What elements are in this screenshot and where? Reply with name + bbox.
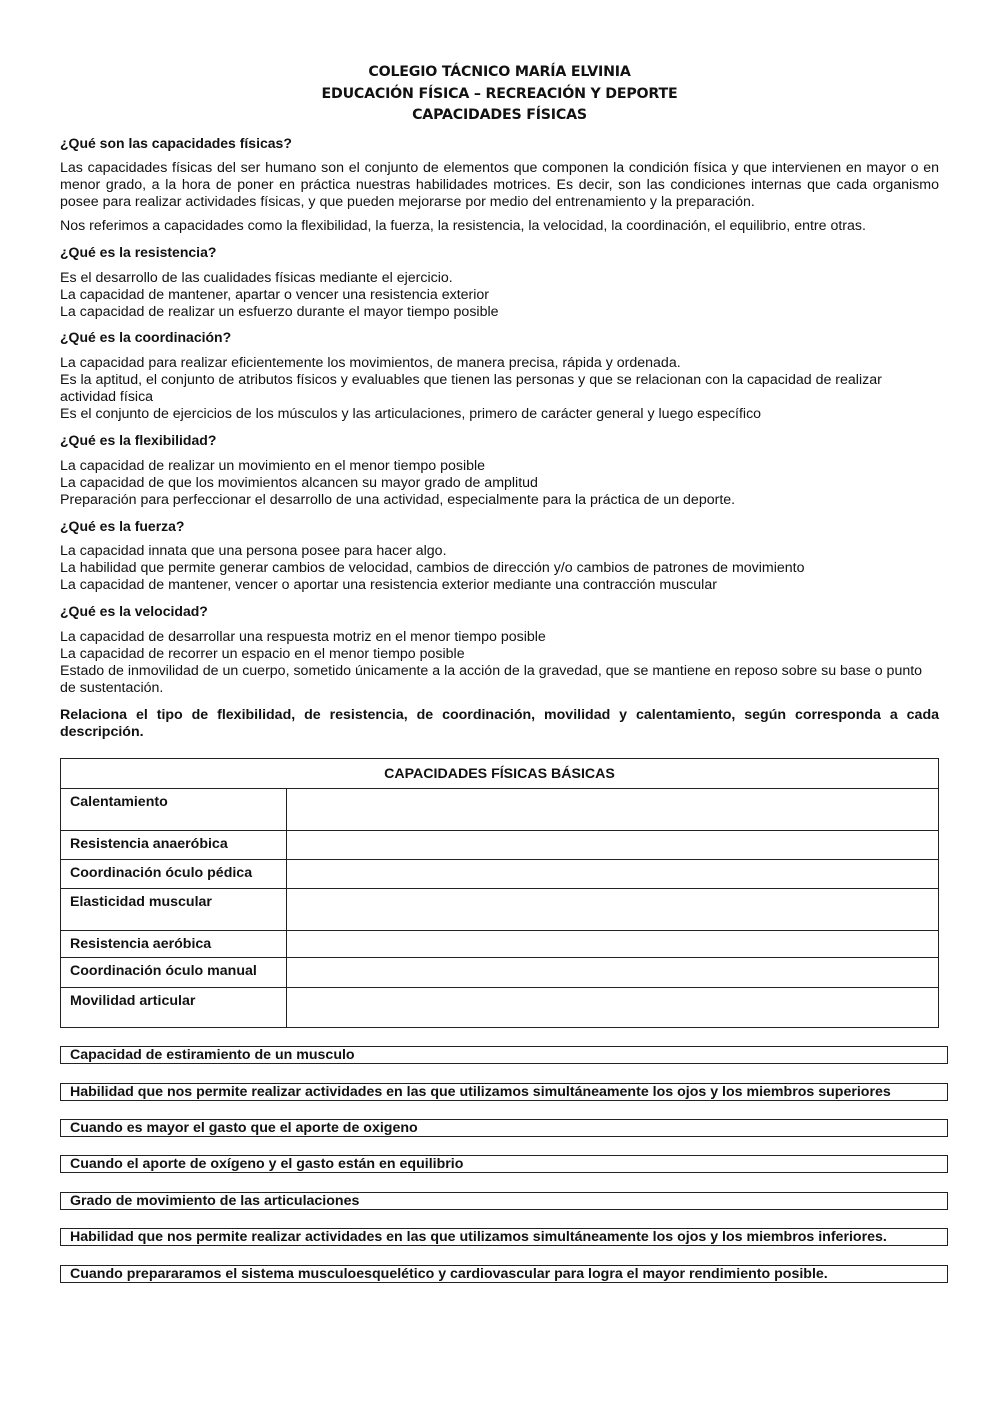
section-question: ¿Qué son las capacidades físicas? [60,134,292,151]
school-name: COLEGIO TÁCNICO MARÍA ELVINIA [368,64,631,80]
answer-cell[interactable] [287,831,939,860]
option-box[interactable]: Grado de movimiento de las articulaciones [60,1192,948,1210]
answer-cell[interactable] [287,860,939,889]
section-question: ¿Qué es la flexibilidad? [60,431,217,448]
option-box[interactable]: Habilidad que nos permite realizar actividades en las que utilizamos simultáneamente los ojos y los miembros superiores [60,1083,948,1101]
worksheet-page [60,62,939,742]
section-line: Es la aptitud, el conjunto de atributos físicos y evaluables que tienen las personas y que se relacionan con la capacidad de realizar actividad física [60,371,882,406]
capacity-name: Coordinación óculo manual [61,958,287,988]
document-header [60,62,939,127]
capacity-name: Coordinación óculo pédica [61,860,287,889]
table-row [61,889,939,931]
option-box[interactable]: Habilidad que nos permite realizar actividades en las que utilizamos simultáneamente los ojos y los miembros inferiores. [60,1228,948,1246]
option-box[interactable]: Cuando prepararamos el sistema musculoesquelético y cardiovascular para logra el mayor rendimiento posible. [60,1265,948,1283]
section-line: La capacidad de desarrollar una respuesta motriz en el menor tiempo posible [60,628,546,645]
capacities-table [60,758,939,1028]
table-row [61,958,939,988]
capacities-table-wrapper [60,758,939,1028]
section-question: ¿Qué es la coordinación? [60,328,232,345]
option-box[interactable]: Capacidad de estiramiento de un musculo [60,1046,948,1064]
section-line: La capacidad de realizar un movimiento en el menor tiempo posible [60,457,486,474]
section-line: La capacidad de mantener, vencer o aportar una resistencia exterior mediante una contracción muscular [60,577,717,594]
capacity-name: Calentamiento [61,789,287,831]
table-row [61,860,939,889]
instruction-text: Relaciona el tipo de flexibilidad, de resistencia, de coordinación, movilidad y calentamiento, según corresponda a cada descripción. [60,706,939,741]
section-line: La capacidad para realizar eficientemente los movimientos, de manera precisa, rápida y ordenada. [60,354,681,371]
section-line: Es el desarrollo de las cualidades físicas mediante el ejercicio. [60,269,453,286]
section-paragraph: Nos referimos a capacidades como la flexibilidad, la fuerza, la resistencia, la velocidad, la coordinación, el equilibrio, entre otras. [60,218,866,235]
section-line: Estado de inmovilidad de un cuerpo, sometido únicamente a la acción de la gravedad, que se mantiene en reposo sobre su base o punto de sustentación. [60,663,923,697]
section-line: Es el conjunto de ejercicios de los músculos y las articulaciones, primero de carácter general y luego específico [60,406,762,423]
section-question: ¿Qué es la resistencia? [60,243,217,260]
table-header-row [61,759,939,789]
answer-cell[interactable] [287,889,939,931]
answer-cell[interactable] [287,988,939,1028]
table-row [61,988,939,1028]
section-question: ¿Qué es la velocidad? [60,602,208,619]
table-row [61,831,939,860]
topic-title: CAPACIDADES FÍSICAS [412,107,587,123]
section-line: La capacidad innata que una persona posee para hacer algo. [60,542,447,559]
table-row [61,789,939,831]
answer-cell[interactable] [287,958,939,988]
answer-cell[interactable] [287,931,939,958]
capacity-name: Movilidad articular [61,988,287,1028]
section-line: Preparación para perfeccionar el desarrollo de una actividad, especialmente para la práctica de un deporte. [60,492,736,509]
answer-cell[interactable] [287,789,939,831]
section-line: La habilidad que permite generar cambios de velocidad, cambios de dirección y/o cambios de patrones de movimiento [60,559,805,576]
option-box[interactable]: Cuando el aporte de oxígeno y el gasto están en equilibrio [60,1155,948,1173]
section-line: La capacidad de realizar un esfuerzo durante el mayor tiempo posible [60,304,499,321]
table-row [61,931,939,958]
capacity-name: Elasticidad muscular [61,889,287,931]
option-box[interactable]: Cuando es mayor el gasto que el aporte de oxigeno [60,1119,948,1137]
capacity-name: Resistencia anaeróbica [61,831,287,860]
capacity-name: Resistencia aeróbica [61,931,287,958]
section-question: ¿Qué es la fuerza? [60,517,185,534]
section-paragraph: Las capacidades físicas del ser humano son el conjunto de elementos que componen la condición física y que intervienen en mayor o en menor grado, a la hora de poner en práctica nuestras habilidades motrices. Es decir, son las condiciones internas que cada organismo posee para realizar actividades físicas, y que pueden mejorarse por medio del entrenamiento y la preparación. [60,159,939,211]
section-line: La capacidad de que los movimientos alcancen su mayor grado de amplitud [60,475,538,492]
subject-title: EDUCACIÓN FÍSICA – RECREACIÓN Y DEPORTE [321,85,678,102]
section-line: La capacidad de mantener, apartar o vencer una resistencia exterior [60,286,490,303]
table-header: CAPACIDADES FÍSICAS BÁSICAS [61,759,939,789]
section-line: La capacidad de recorrer un espacio en el menor tiempo posible [60,645,465,662]
